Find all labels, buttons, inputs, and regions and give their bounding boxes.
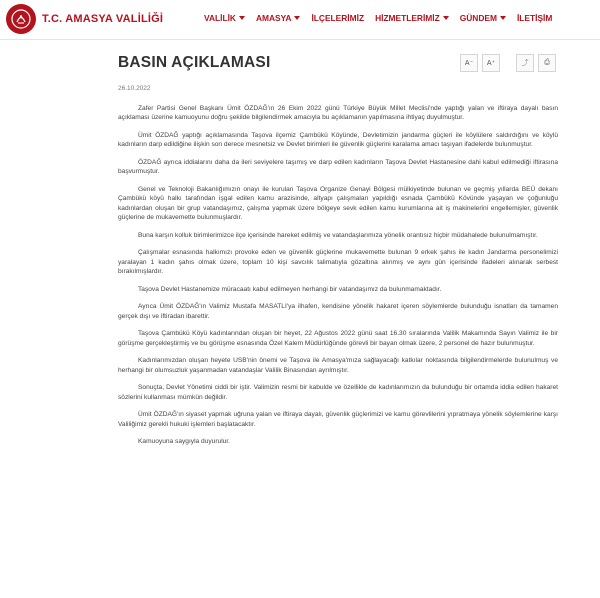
tool-spacer	[504, 54, 512, 72]
paragraph: Ümit ÖZDAĞ yaptığı açıklamasında Taşova ilçemiz Çambükü Köyünde, Devletimizin jandarma güçleri ile köylülere saldırdığını ve köylü kadınların darp edildiğine ilişkin son derece mesnetsiz ve Devlet birimleri ile güvenlik güçlerini karalama amacı taşıyan ifadelerde bulunmuştur.	[118, 132, 558, 149]
paragraph: Kadınlarımızdan oluşan heyete USB'nin önemi ve Taşova ile Amasya'mıza sağlayacağı katkılar noktasında bilgilendirmelerde bulunulmuş ve herhangi bir olumsuzluk yaşanmadan vatandaşlar Valilik Binasından ayrılmıştır.	[118, 357, 558, 374]
paragraph: Taşova Çambükü Köyü kadınlarından oluşan bir heyet, 22 Ağustos 2022 günü saat 16.30 sıralarında Valilik Makamında Sayın Valimiz ile bir görüşme gerçekleştirmiş ve bu görüşme esnasında Özel Kalem Müdürlüğünde görevli bir bayan olmak üzere, 2 personel de hazır bulunmuştur.	[118, 330, 558, 347]
nav-label: GÜNDEM	[459, 13, 497, 23]
nav-item-iletisim[interactable]	[517, 13, 552, 23]
font-decrease-button[interactable]: A⁻	[460, 54, 478, 72]
top-navbar	[0, 0, 600, 40]
nav-label: HİZMETLERİMİZ	[375, 13, 440, 23]
nav-item-valilik[interactable]	[204, 13, 245, 23]
nav-label: İLÇELERİMİZ	[311, 13, 365, 23]
font-increase-button[interactable]: A⁺	[482, 54, 500, 72]
paragraph: Ayrıca Ümit ÖZDAĞ'ın Valimiz Mustafa MASATLI'ya ilhafen, kendisine yönelik hakaret içeren söylemlerde bulunduğu isnatları da tamamen gerçek dışı ve iftiradan ibarettir.	[118, 303, 558, 320]
print-button[interactable]: ⎙	[538, 54, 556, 72]
nav-label: VALİLİK	[204, 13, 236, 23]
nav-item-amasya[interactable]	[256, 13, 301, 23]
nav-label: AMASYA	[255, 13, 292, 23]
paragraph: Genel ve Teknoloji Bakanlığımızın onayı ile kurulan Taşova Organize Genayi Bölgesi mülkiyetinde bulunan ve geçmiş yıllarda BEÜ dekanı Çambükü köyü halkı tarafından işgal edilen kamu arazisinde, altyapı çalışmaları yapıldığı esnada Çambükü Kövünde yaşayan ve çoğunluğu kadınlardan oluşan bir grup vatandaşımız, çalışma yapmak üzere bölgeye sevk edilen kamu kurumlarına ait iş makinelerini engellemişler, güvenlik güçlerine de mukavemette bulunmuşlardır.	[118, 186, 558, 222]
emblem-icon	[10, 8, 32, 30]
paragraph: Taşova Devlet Hastanemize müracaatı kabul edilmeyen herhangi bir vatandaşımız da bulunmamaktadır.	[138, 285, 442, 293]
chevron-down-icon	[443, 16, 449, 20]
share-button[interactable]: ⤴	[516, 54, 534, 72]
paragraph: Buna karşın kolluk birimlerimizce ilçe içerisinde hareket edilmiş ve vatandaşlarımıza yönelik orantısız hiçbir müdahalede bulunulmamıştır.	[138, 231, 538, 239]
chevron-down-icon	[239, 16, 245, 20]
chevron-down-icon	[500, 16, 506, 20]
publish-date: 26.10.2022	[118, 85, 151, 92]
paragraph: Kamuoyuna saygıyla duyurulur.	[138, 438, 230, 446]
brand-name[interactable]: T.C. AMASYA VALİLİĞİ	[42, 13, 164, 25]
nav-label: İLETİŞİM	[516, 13, 553, 23]
article-body	[118, 104, 558, 455]
nav-item-gundem[interactable]	[460, 13, 506, 23]
paragraph: Zafer Partisi Genel Başkanı Ümit ÖZDAĞ'ın 26 Ekim 2022 günü Türkiye Büyük Millet Meclisi'nde yaptığı yalan ve iftiraya dayalı basın açıklaması üzerine kamuoyunu doğru şekilde bilgilendirmek amacıyla bu açıklamanın yapılmasına ihtiyaç duyulmuştur.	[118, 105, 558, 122]
chevron-down-icon	[294, 16, 300, 20]
paragraph: Sonuçta, Devlet Yönetimi ciddi bir iştir. Valimizin resmi bir kabulde ve özellikle de kadınlarımızın da bulunduğu bir ortamda iddia edilen hakaret sözlerini kullanması mümkün değildir.	[118, 384, 558, 401]
paragraph: Çalışmalar esnasında halkımızı provoke eden ve güvenlik güçlerine mukavemette bulunan 9 erkek şahıs ile kadın Jandarma personelimizi yaralayan 1 kadın şahıs olmak üzere, toplam 10 kişi savcılık talimatıyla gözaltına alınmış ve aynı gün içerisinde ifadeleri alınarak serbest bırakılmışlardır.	[118, 249, 558, 276]
page-title: BASIN AÇIKLAMASI	[118, 54, 271, 71]
nav-item-ilcelerimiz[interactable]	[311, 13, 364, 23]
paragraph: Ümit ÖZDAĞ'ın siyaset yapmak uğruna yalan ve iftiraya dayalı, güvenlik güçlerimizi ve kamu görevlilerini yıpratmaya yönelik söylemlerine karşı Valiliğimiz gerekli hukuki işlemleri başlatacaktır.	[118, 411, 558, 428]
nav-item-hizmetlerimiz[interactable]	[375, 13, 449, 23]
amasya-valiligi-logo[interactable]	[6, 4, 36, 34]
main-nav	[204, 13, 563, 23]
paragraph: ÖZDAĞ ayrıca iddialarını daha da ileri seviyelere taşımış ve darp edilen kadınların Taşova Devlet Hastanesine dahi kabul edilmediği iftirasına başvurmuştur.	[118, 159, 558, 176]
article-tools	[460, 54, 556, 72]
